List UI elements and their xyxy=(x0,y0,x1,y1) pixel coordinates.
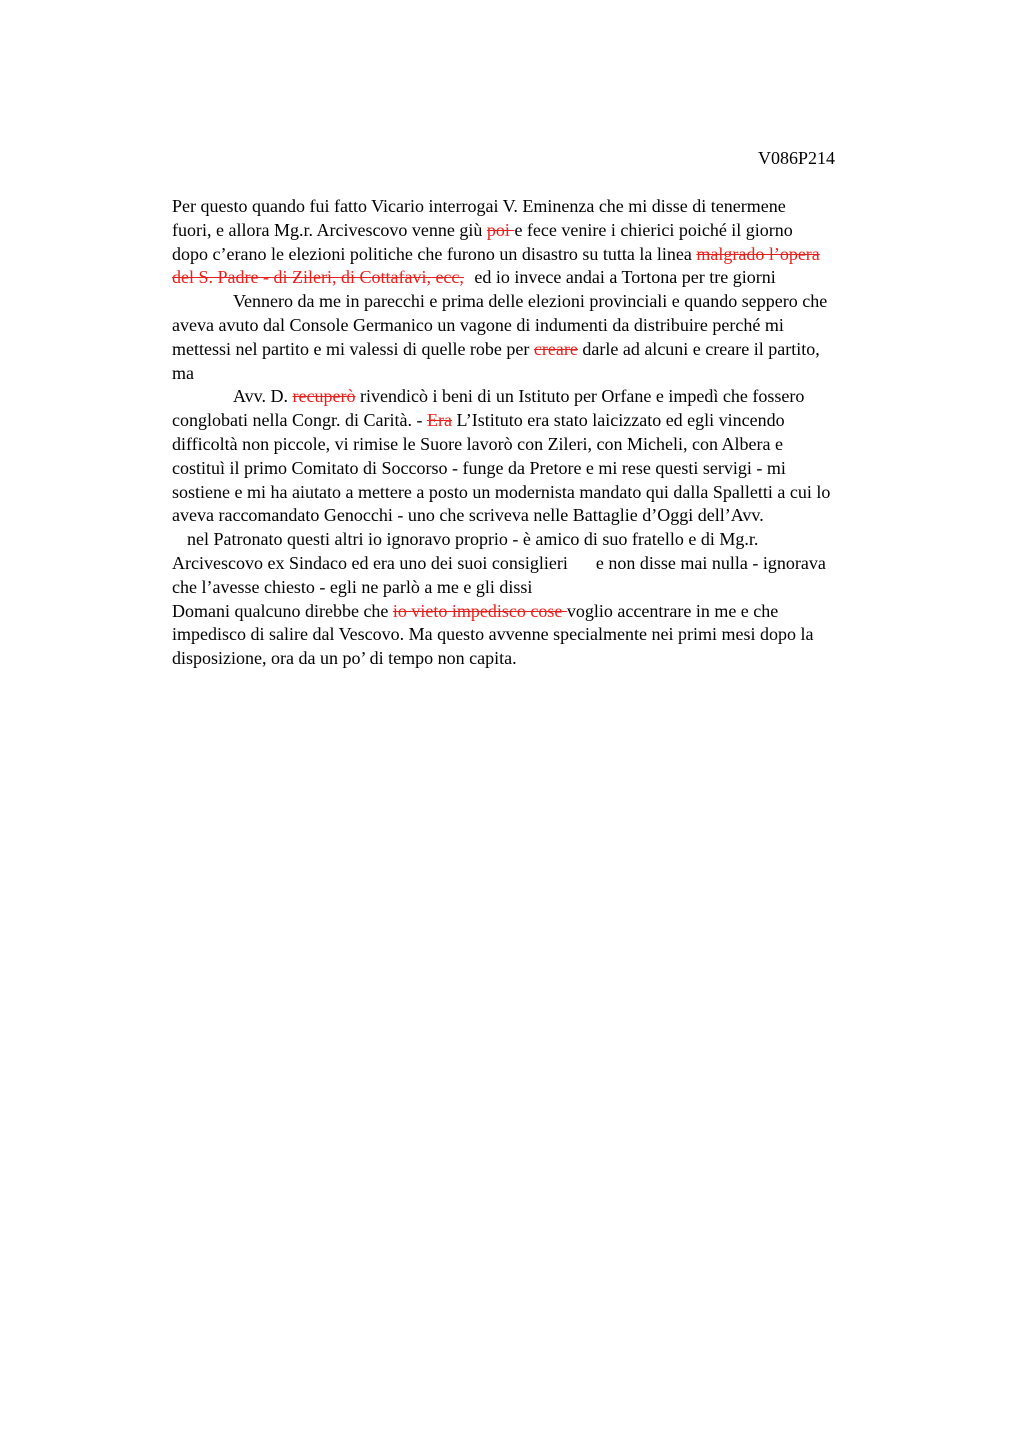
text-line: che l’avesse chiesto - egli ne parlò a me e gli dissi xyxy=(172,576,533,597)
text-segment: rivendicò i beni di un Istituto per Orfane e impedì che fossero xyxy=(355,386,805,407)
text-line: aveva raccomandato Genocchi - uno che scriveva nelle Battaglie d’Oggi dell’Avv. xyxy=(172,505,764,526)
text-segment: dopo c’erano le elezioni politiche che furono un disastro su tutta la linea xyxy=(172,243,697,264)
text-line: ma xyxy=(172,362,194,383)
document-body xyxy=(172,195,932,671)
text-line xyxy=(172,266,932,290)
text-segment: e non disse mai nulla - ignorava xyxy=(595,552,826,573)
text-segment: Arcivescovo ex Sinda xyxy=(172,552,330,573)
text-line: Vennero da me in parecchi e prima delle elezioni provinciali e quando seppero che xyxy=(233,291,828,312)
text-line xyxy=(172,385,932,409)
text-line xyxy=(172,600,932,624)
text-segment: L’Istituto era stato laicizzato ed egli vincendo xyxy=(451,410,785,431)
text-segment: Avv. D. xyxy=(233,386,293,407)
text-line: impedisco di salire dal Vescovo. Ma questo avvenne specialmente nei primi mesi dopo la xyxy=(172,624,814,645)
page-reference: V086P214 xyxy=(758,148,836,168)
deleted-text: del S. Padre - di Zileri, di Cottafavi, ecc, xyxy=(172,267,464,288)
text-line xyxy=(172,338,932,362)
text-line: sostiene e mi ha aiutato a mettere a posto un modernista mandato qui dalla Spalletti a cui lo xyxy=(172,481,831,502)
text-line xyxy=(172,409,932,433)
text-line: disposizione, ora da un po’ di tempo non capita. xyxy=(172,648,517,669)
text-segment: fuori, e allora Mg.r. Arcivescovo venne giù xyxy=(172,219,487,240)
deleted-text: Era xyxy=(426,410,452,431)
deleted-text: io vieto impedisco cose xyxy=(392,600,567,621)
deleted-text: poi xyxy=(486,219,515,240)
text-line: costituì il primo Comitato di Soccorso - funge da Pretore e mi rese questi servigi - mi xyxy=(172,457,786,478)
deleted-text: creare xyxy=(533,338,578,359)
deleted-text: malgrado l’opera xyxy=(696,243,820,264)
text-segment: ed io invece andai a Tortona per tre giorni xyxy=(469,267,776,288)
text-segment: Domani qualcuno direbbe che xyxy=(172,600,393,621)
text-segment: mettessi nel partito e mi valessi di quelle robe per xyxy=(172,338,534,359)
text-segment: conglobati nella Congr. di Carità. - xyxy=(172,410,427,431)
text-segment: co ed era uno dei suoi consiglieri xyxy=(329,552,568,573)
text-line: nel Patronato questi altri io ignoravo proprio - è amico di suo fratello e di Mg.r. xyxy=(187,529,759,550)
text-segment: e fece venire i chierici poiché il giorno xyxy=(514,219,793,240)
text-line: Per questo quando fui fatto Vicario interrogai V. Eminenza che mi disse di tenermene xyxy=(172,196,786,216)
deleted-text: recuperò xyxy=(292,386,356,407)
text-line: aveva avuto dal Console Germanico un vagone di indumenti da distribuire perché mi xyxy=(172,314,784,335)
text-line xyxy=(172,243,932,267)
text-line: difficoltà non piccole, vi rimise le Suore lavorò con Zileri, con Micheli, con Albera e xyxy=(172,433,783,454)
text-line xyxy=(172,552,932,576)
text-segment: darle ad alcuni e creare il partito, xyxy=(577,338,820,359)
text-line xyxy=(172,219,932,243)
text-segment: voglio accentrare in me e che xyxy=(566,600,779,621)
